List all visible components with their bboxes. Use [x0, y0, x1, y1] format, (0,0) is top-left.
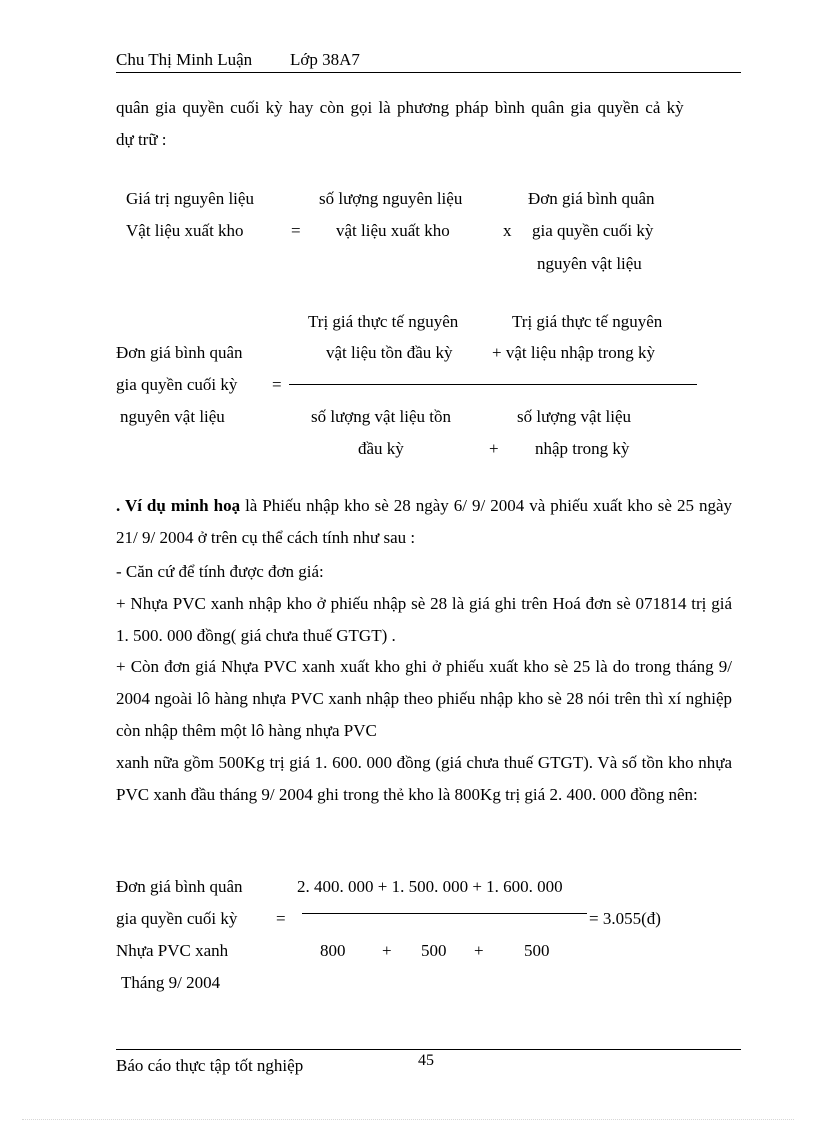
example-paragraph-1 [116, 490, 732, 554]
formula1-times: x [503, 221, 512, 240]
formula3-den-plus-2: + [474, 941, 484, 960]
example-paragraph-5: xanh nữa gồm 500Kg trị giá 1. 600. 000 đồng (giá chưa thuế GTGT). Và số tồn kho nhựa PVC xanh đầu tháng 9/ 2004 ghi trong thẻ kho là 800Kg trị giá 2. 400. 000 đồng nên: [116, 753, 732, 804]
formula1-lhs-line2: Vật liệu xuất kho [126, 221, 244, 240]
formula3-lhs-line2: gia quyền cuối kỳ [116, 909, 238, 928]
formula3-lhs-line3: Nhựa PVC xanh [116, 941, 229, 960]
formula2-lhs-line2: gia quyền cuối kỳ [116, 375, 238, 394]
formula3-den-2: 500 [421, 941, 447, 960]
intro-line-2: dự trữ : [116, 130, 167, 149]
formula1-qty-line2: vật liệu xuất kho [336, 221, 450, 240]
formula2-num-a-line1: Trị giá thực tế nguyên [308, 312, 459, 331]
formula1-price-line3: nguyên vật liệu [537, 254, 642, 273]
formula2-den-b-line1: số lượng vật liệu [517, 407, 632, 426]
header-author: Chu Thị Minh Luận [116, 50, 253, 69]
example-paragraph-2: - Căn cứ để tính được đơn giá: [116, 562, 324, 581]
example-paragraph-3: + Nhựa PVC xanh nhập kho ở phiếu nhập sè 28 là giá ghi trên Hoá đơn sè 071814 trị giá 1. 500. 000 đồng( giá chưa thuế GTGT) . [116, 594, 732, 645]
formula1-lhs-line1: Giá trị nguyên liệu [126, 189, 254, 208]
formula3-lhs-line4: Tháng 9/ 2004 [121, 973, 221, 992]
formula2-den-b-line2: nhập trong kỳ [535, 439, 630, 458]
formula2-fraction-bar [289, 384, 697, 385]
formula3-result: = 3.055(đ) [589, 909, 661, 928]
formula1-qty-line1: số lượng nguyên liệu [319, 189, 463, 208]
formula1-price-line1: Đơn giá bình quân [528, 189, 655, 208]
formula1-price-line2: gia quyền cuối kỳ [532, 221, 654, 240]
formula2-num-a-line2: vật liệu tồn đầu kỳ [326, 343, 453, 362]
formula3-den-3: 500 [524, 941, 550, 960]
formula2-num-b-line2: + vật liệu nhập trong kỳ [492, 343, 656, 362]
header-rule [116, 72, 741, 73]
formula2-equals: = [272, 375, 282, 394]
formula3-den-plus-1: + [382, 941, 392, 960]
header-class: Lớp 38A7 [290, 50, 360, 69]
formula2-lhs-line3: nguyên vật liệu [120, 407, 225, 426]
page-bottom-edge [22, 1119, 794, 1120]
formula2-lhs-line1: Đơn giá bình quân [116, 343, 243, 362]
footer-title: Báo cáo thực tập tốt nghiệp [116, 1056, 304, 1075]
example-label: . Ví dụ minh hoạ [116, 496, 241, 515]
formula2-den-a-line1: số lượng vật liệu tồn [311, 407, 452, 426]
page-number: 45 [418, 1052, 434, 1069]
intro-line-1: quân gia quyền cuối kỳ hay còn gọi là phương pháp bình quân gia quyền cả kỳ [116, 98, 684, 117]
formula3-den-1: 800 [320, 941, 346, 960]
formula2-den-plus: + [489, 439, 499, 458]
formula2-num-b-line1: Trị giá thực tế nguyên [512, 312, 663, 331]
formula3-numerator: 2. 400. 000 + 1. 500. 000 + 1. 600. 000 [297, 877, 563, 896]
formula3-equals: = [276, 909, 286, 928]
formula3-lhs-line1: Đơn giá bình quân [116, 877, 243, 896]
formula1-equals: = [291, 221, 301, 240]
formula2-den-a-line2: đầu kỳ [358, 439, 404, 458]
example-paragraph-4: + Còn đơn giá Nhựa PVC xanh xuất kho ghi ở phiếu xuất kho sè 25 là do trong tháng 9/ 2004 ngoài lô hàng nhựa PVC xanh nhập theo phiếu nhập kho sè 28 nói trên thì xí nghiệp còn nhập thêm một lô hàng nhựa PVC [116, 657, 732, 740]
example-p1-text: là Phiếu nhập kho sè 28 ngày 6/ 9/ 2004 và phiếu xuất kho sè 25 ngày 21/ 9/ 2004 ở trên cụ thể cách tính như sau : [116, 496, 732, 547]
formula3-fraction-bar [302, 913, 587, 914]
footer-rule [116, 1049, 741, 1050]
